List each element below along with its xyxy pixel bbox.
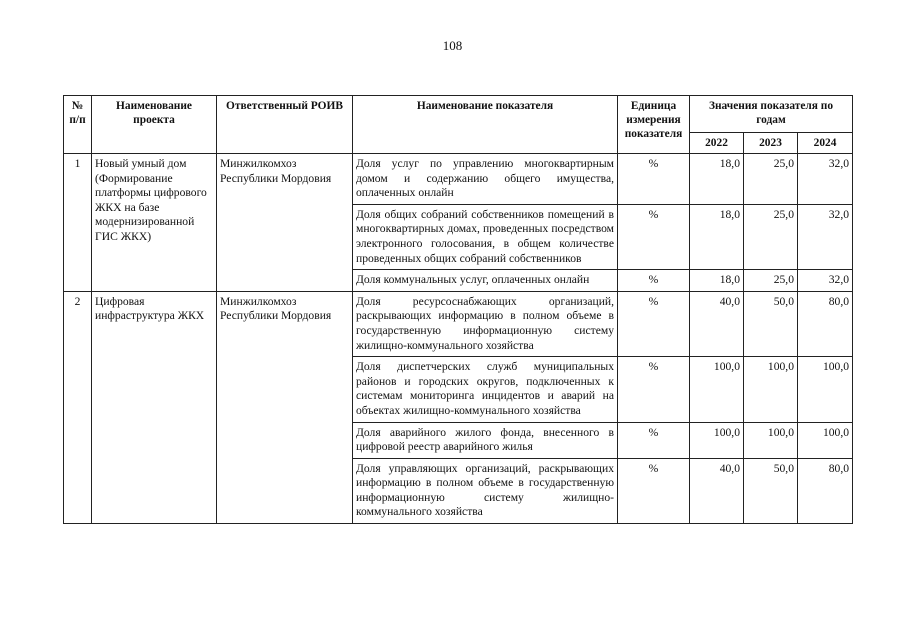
- project-name: Цифровая инфраструктура ЖКХ: [92, 291, 217, 523]
- table-row: [64, 291, 853, 356]
- indicator-name: Доля диспетчерских служб муниципальных районов и городских округов, подключенных к системам мониторинга инцидентов и аварий на объектах жилищно-коммунального хозяйства: [353, 357, 618, 422]
- header-year-2022: 2022: [690, 133, 744, 154]
- value-2022: 18,0: [690, 270, 744, 292]
- indicator-name: Доля коммунальных услуг, оплаченных онлайн: [353, 270, 618, 292]
- value-2023: 50,0: [744, 291, 798, 356]
- project-roiv: Минжилкомхоз Республики Мордовия: [217, 154, 353, 292]
- indicators-table: [63, 95, 853, 524]
- project-name: Новый умный дом (Формирование платформы цифрового ЖКХ на базе модернизированной ГИС ЖКХ): [92, 154, 217, 292]
- value-2022: 40,0: [690, 458, 744, 523]
- value-2023: 25,0: [744, 270, 798, 292]
- value-2023: 50,0: [744, 458, 798, 523]
- indicator-unit: %: [618, 422, 690, 458]
- header-num: № п/п: [64, 96, 92, 154]
- indicator-unit: %: [618, 458, 690, 523]
- value-2022: 100,0: [690, 422, 744, 458]
- header-unit: Единица измерения показателя: [618, 96, 690, 154]
- value-2022: 100,0: [690, 357, 744, 422]
- indicator-unit: %: [618, 154, 690, 205]
- header-project: Наименование проекта: [92, 96, 217, 154]
- value-2023: 25,0: [744, 204, 798, 269]
- indicator-unit: %: [618, 357, 690, 422]
- value-2022: 40,0: [690, 291, 744, 356]
- page-number: 108: [442, 38, 463, 53]
- value-2024: 80,0: [798, 458, 853, 523]
- indicator-name: Доля услуг по управлению многоквартирным домом и содержанию общего имущества, оплаченных онлайн: [353, 154, 618, 205]
- project-roiv: Минжилкомхоз Республики Мордовия: [217, 291, 353, 523]
- project-num: 2: [64, 291, 92, 523]
- indicator-name: Доля аварийного жилого фонда, внесенного в цифровой реестр аварийного жилья: [353, 422, 618, 458]
- indicator-unit: %: [618, 270, 690, 292]
- value-2024: 32,0: [798, 270, 853, 292]
- table-row: [64, 154, 853, 205]
- value-2023: 25,0: [744, 154, 798, 205]
- value-2022: 18,0: [690, 154, 744, 205]
- indicator-unit: %: [618, 204, 690, 269]
- header-year-2023: 2023: [744, 133, 798, 154]
- indicator-name: Доля управляющих организаций, раскрывающих информацию в полном объеме в государственную информационную систему жилищно-коммунального хозяйства: [353, 458, 618, 523]
- header-row: [64, 96, 853, 133]
- header-values: Значения показателя по годам: [690, 96, 853, 133]
- value-2024: 32,0: [798, 204, 853, 269]
- header-year-2024: 2024: [798, 133, 853, 154]
- value-2023: 100,0: [744, 422, 798, 458]
- value-2022: 18,0: [690, 204, 744, 269]
- indicator-name: Доля общих собраний собственников помещений в многоквартирных домах, проведенных посредством электронного голосования, в общем количестве проведенных общих собраний собственников: [353, 204, 618, 269]
- project-num: 1: [64, 154, 92, 292]
- value-2024: 32,0: [798, 154, 853, 205]
- value-2024: 100,0: [798, 357, 853, 422]
- value-2024: 80,0: [798, 291, 853, 356]
- header-indicator: Наименование показателя: [353, 96, 618, 154]
- value-2024: 100,0: [798, 422, 853, 458]
- indicator-name: Доля ресурсоснабжающих организаций, раскрывающих информацию в полном объеме в государственную информационную систему жилищно-коммунального хозяйства: [353, 291, 618, 356]
- value-2023: 100,0: [744, 357, 798, 422]
- header-roiv: Ответственный РОИВ: [217, 96, 353, 154]
- indicator-unit: %: [618, 291, 690, 356]
